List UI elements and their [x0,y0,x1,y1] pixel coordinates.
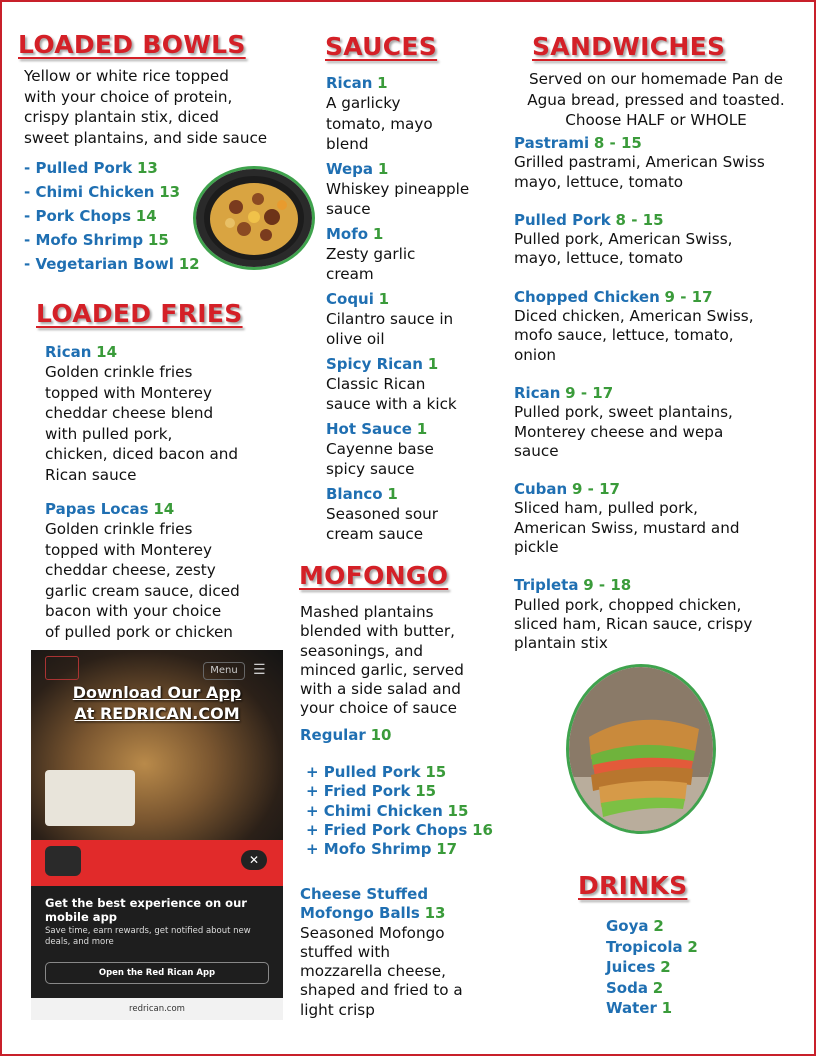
item-name: Chopped Chicken [514,287,660,306]
desc-line: A garlicky [326,94,401,112]
item-price: 14 [135,207,157,225]
item-price: 2 [687,937,698,956]
list-item [514,480,810,499]
item-name: - Pork Chops [24,207,131,225]
desc-line: mayo, lettuce, tomato [514,172,684,191]
loaded-bowls-description [24,66,314,148]
desc-line: Yellow or white rice topped [24,67,229,85]
item-price: 14 [96,343,118,361]
list-item [45,342,285,362]
item-price: 9 - 17 [565,383,614,402]
desc-line: sauce [514,441,559,460]
desc-line: with your choice of protein, [24,87,233,106]
list-item [306,802,493,821]
item-price: 1 [416,419,428,438]
list-item [326,419,501,439]
desc-line: cheddar cheese, zesty [45,561,216,579]
desc-line: sauce with a kick [326,395,457,413]
item-description [514,403,810,461]
desc-line: of pulled pork or chicken [45,622,233,641]
loaded-fries-heading: LOADED FRIES [36,299,243,328]
drinks-list [606,916,698,1019]
desc-line: Pulled pork, chopped chicken, [514,595,742,614]
item-price: 8 - 15 [615,210,664,229]
item-price: 15 [415,782,437,801]
desc-line: Classic Rican [326,374,426,393]
item-name: Tripleta [514,576,579,595]
sandwiches-list [514,134,810,654]
item-description [45,519,285,642]
item-name: Wepa [326,159,374,178]
sandwiches-intro [502,69,810,131]
item-price: 12 [178,255,200,273]
item-name: - Chimi Chicken [24,183,155,201]
desc-line: topped with Monterey [45,383,212,402]
item-name: - Pulled Pork [24,159,133,177]
item-price: 1 [377,159,389,178]
desc-line: Golden crinkle fries [45,520,193,538]
item-price: 1 [372,224,384,243]
desc-line: topped with Monterey [45,540,212,559]
item-name: + Pulled Pork [306,763,421,781]
desc-line: minced garlic, served [300,660,464,679]
desc-line: with pulled pork, [45,424,173,443]
download-app-text [31,682,283,724]
desc-line: Rican sauce [45,465,137,484]
desc-line: American Swiss, mustard and [514,518,740,537]
desc-line: spicy sauce [326,460,415,478]
item-price: 17 [436,840,458,859]
item-price: 10 [370,726,392,744]
item-price: 2 [652,978,664,997]
logo [45,656,79,680]
item-price: 14 [153,500,175,518]
desc-line: sauce [326,200,371,218]
list-item [24,252,200,276]
desc-line: blend [326,135,369,153]
list-item [24,180,200,204]
mofongo-regular [300,725,391,745]
item-name: Mofongo Balls [300,904,420,923]
list-item [24,204,200,228]
list-item [606,998,698,1019]
item-description [514,307,810,365]
desc-line: your choice of sauce [300,699,457,718]
app-headline: Get the best experience on our mobile app [45,896,247,924]
list-item [306,840,493,859]
list-item [606,937,698,958]
mofongo-addons [306,763,493,859]
desc-line: cream [326,265,374,283]
loaded-fries-list [45,342,285,642]
item-name: + Fried Pork Chops [306,820,468,839]
desc-line: seasonings, and [300,641,424,660]
list-item [606,978,698,999]
desc-line: Seasoned sour [326,504,439,523]
item-description [326,504,501,545]
list-item [306,782,493,801]
item-name-line [300,885,500,904]
desc-line: Pulled pork, sweet plantains, [514,403,733,422]
sauces-heading: SAUCES [325,32,438,61]
desc-line: Seasoned Mofongo [300,923,445,942]
list-item [514,134,810,153]
list-item [45,499,285,519]
item-price: 9 - 17 [572,480,620,499]
desc-line: Sliced ham, pulled pork, [514,499,698,518]
item-name: Coqui [326,289,374,308]
download-line: Download Our App [72,683,242,702]
download-line: At REDRICAN.COM [74,704,240,723]
desc-line: Cayenne base [326,439,434,458]
item-name: Mofo [326,224,369,243]
url-bar: redrican.com [31,998,283,1020]
item-description [514,153,810,192]
item-price: 1 [378,289,390,308]
item-name: Water [606,999,657,1017]
item-price: 15 [447,801,469,820]
item-price: 1 [377,74,388,92]
desc-line: with a side salad and [300,680,461,699]
item-name: Rican [514,383,561,402]
desc-line: chicken, diced bacon and [45,445,239,463]
list-item [326,224,501,244]
item-name: Pastrami [514,134,590,152]
item-name: Goya [606,917,649,935]
item-description [326,374,501,415]
list-item [24,228,200,252]
desc-line: Served on our homemade Pan de [529,70,783,88]
item-name: - Vegetarian Bowl [24,255,174,273]
desc-line: sliced ham, Rican sauce, crispy [514,614,753,633]
item-name: Papas Locas [45,500,149,518]
list-item [514,288,810,307]
item-name: Hot Sauce [326,419,412,438]
item-name: Pulled Pork [514,210,611,229]
desc-line: Mashed plantains [300,603,434,621]
menu-button[interactable]: Menu [203,662,245,680]
desc-line: Diced chicken, American Swiss, [514,307,754,326]
item-name: Juices [606,958,656,976]
item-description [326,244,501,285]
item-description [326,179,501,220]
item-description [514,596,810,654]
list-item [326,159,501,179]
desc-line: mozzarella cheese, [300,962,446,981]
list-item [306,763,493,782]
item-description [326,309,501,350]
desc-line: Cilantro sauce in [326,309,454,328]
desc-line: cheddar cheese blend [45,404,214,422]
desc-line: crispy plantain stix, diced [24,108,219,126]
item-name: Regular [300,726,366,744]
desc-line: Agua bread, pressed and toasted. [527,90,785,109]
item-description [514,230,810,269]
sauce-plate [45,770,135,826]
item-name: + Fried Pork [306,782,411,801]
item-price: 13 [137,159,158,177]
desc-line: blended with butter, [300,622,455,641]
item-price: 13 [159,183,181,201]
item-price: 1 [661,999,673,1017]
item-price: 15 [425,763,447,781]
item-price: 9 - 17 [664,287,713,306]
item-name: + Mofo Shrimp [306,840,432,859]
desc-line: mayo, lettuce, tomato [514,249,684,268]
desc-line: shaped and fried to a [300,981,463,1000]
mofongo-heading: MOFONGO [299,561,449,590]
item-description [514,499,810,557]
item-price: 15 [147,231,169,249]
item-price: 2 [660,958,671,976]
desc-line: stuffed with [300,942,390,961]
item-name: Rican [326,74,373,92]
drinks-heading: DRINKS [578,871,688,900]
item-price: 8 - 15 [593,134,642,152]
desc-line: garlic cream sauce, diced [45,581,240,600]
item-name: Soda [606,978,648,997]
item-name: - Mofo Shrimp [24,231,144,249]
app-subtext: Save time, earn rewards, get notified about new deals, and more [45,926,251,947]
desc-line: Zesty garlic [326,244,416,263]
desc-line: plantain stix [514,634,608,653]
item-name: Spicy Rican [326,354,423,373]
sandwich-photo [566,664,716,834]
list-item [514,384,810,403]
item-description [45,362,285,485]
item-description [326,93,501,155]
item-description [326,439,501,480]
desc-line: tomato, mayo [326,114,433,133]
item-name: Tropicola [606,937,683,956]
item-price: 1 [427,354,439,373]
desc-line: Golden crinkle fries [45,363,193,381]
loaded-bowls-list [24,156,200,276]
item-name: Cuban [514,480,568,499]
close-icon[interactable]: ✕ [241,850,267,870]
item-name-line [300,904,500,923]
list-item [306,821,493,840]
item-price: 13 [424,904,446,923]
mofongo-balls [300,885,500,1020]
desc-line: Choose HALF or WHOLE [565,111,747,129]
list-item [326,354,501,374]
mofongo-description [300,603,500,719]
loaded-bowls-heading: LOADED BOWLS [18,30,246,59]
desc-line: light crisp [300,1000,375,1019]
list-item [326,484,501,504]
item-price: 2 [653,917,664,935]
desc-line: sweet plantains, and side sauce [24,128,268,147]
open-app-button[interactable]: Open the Red Rican App [45,962,269,984]
desc-line: mofo sauce, lettuce, tomato, [514,326,734,345]
desc-line: onion [514,345,557,364]
desc-line: Whiskey pineapple [326,179,470,198]
item-name: Cheese Stuffed [300,885,429,903]
bowl-photo [193,166,315,270]
item-name: Blanco [326,484,383,503]
desc-line: bacon with your choice [45,602,222,620]
desc-line: cream sauce [326,525,424,543]
list-item [326,289,501,309]
item-price: 1 [387,484,398,503]
list-item [514,211,810,230]
list-item [606,957,698,978]
desc-line: Pulled pork, American Swiss, [514,230,733,249]
list-item [514,576,810,595]
app-logo [45,846,81,876]
list-item [326,73,501,93]
sandwiches-heading: SANDWICHES [532,32,726,61]
item-price: 16 [472,820,493,839]
item-price: 9 - 18 [583,576,632,595]
desc-line: olive oil [326,330,385,348]
desc-line: Monterey cheese and wepa [514,422,724,441]
desc-line: pickle [514,538,559,557]
desc-line: Grilled pastrami, American Swiss [514,153,765,172]
item-name: Rican [45,343,92,361]
item-name: + Chimi Chicken [306,801,443,820]
item-description [300,924,500,1020]
hamburger-icon[interactable]: ☰ [253,662,266,678]
list-item [24,156,200,180]
sauces-list [326,73,501,545]
app-promo-screenshot [31,650,283,1020]
list-item [606,916,698,937]
